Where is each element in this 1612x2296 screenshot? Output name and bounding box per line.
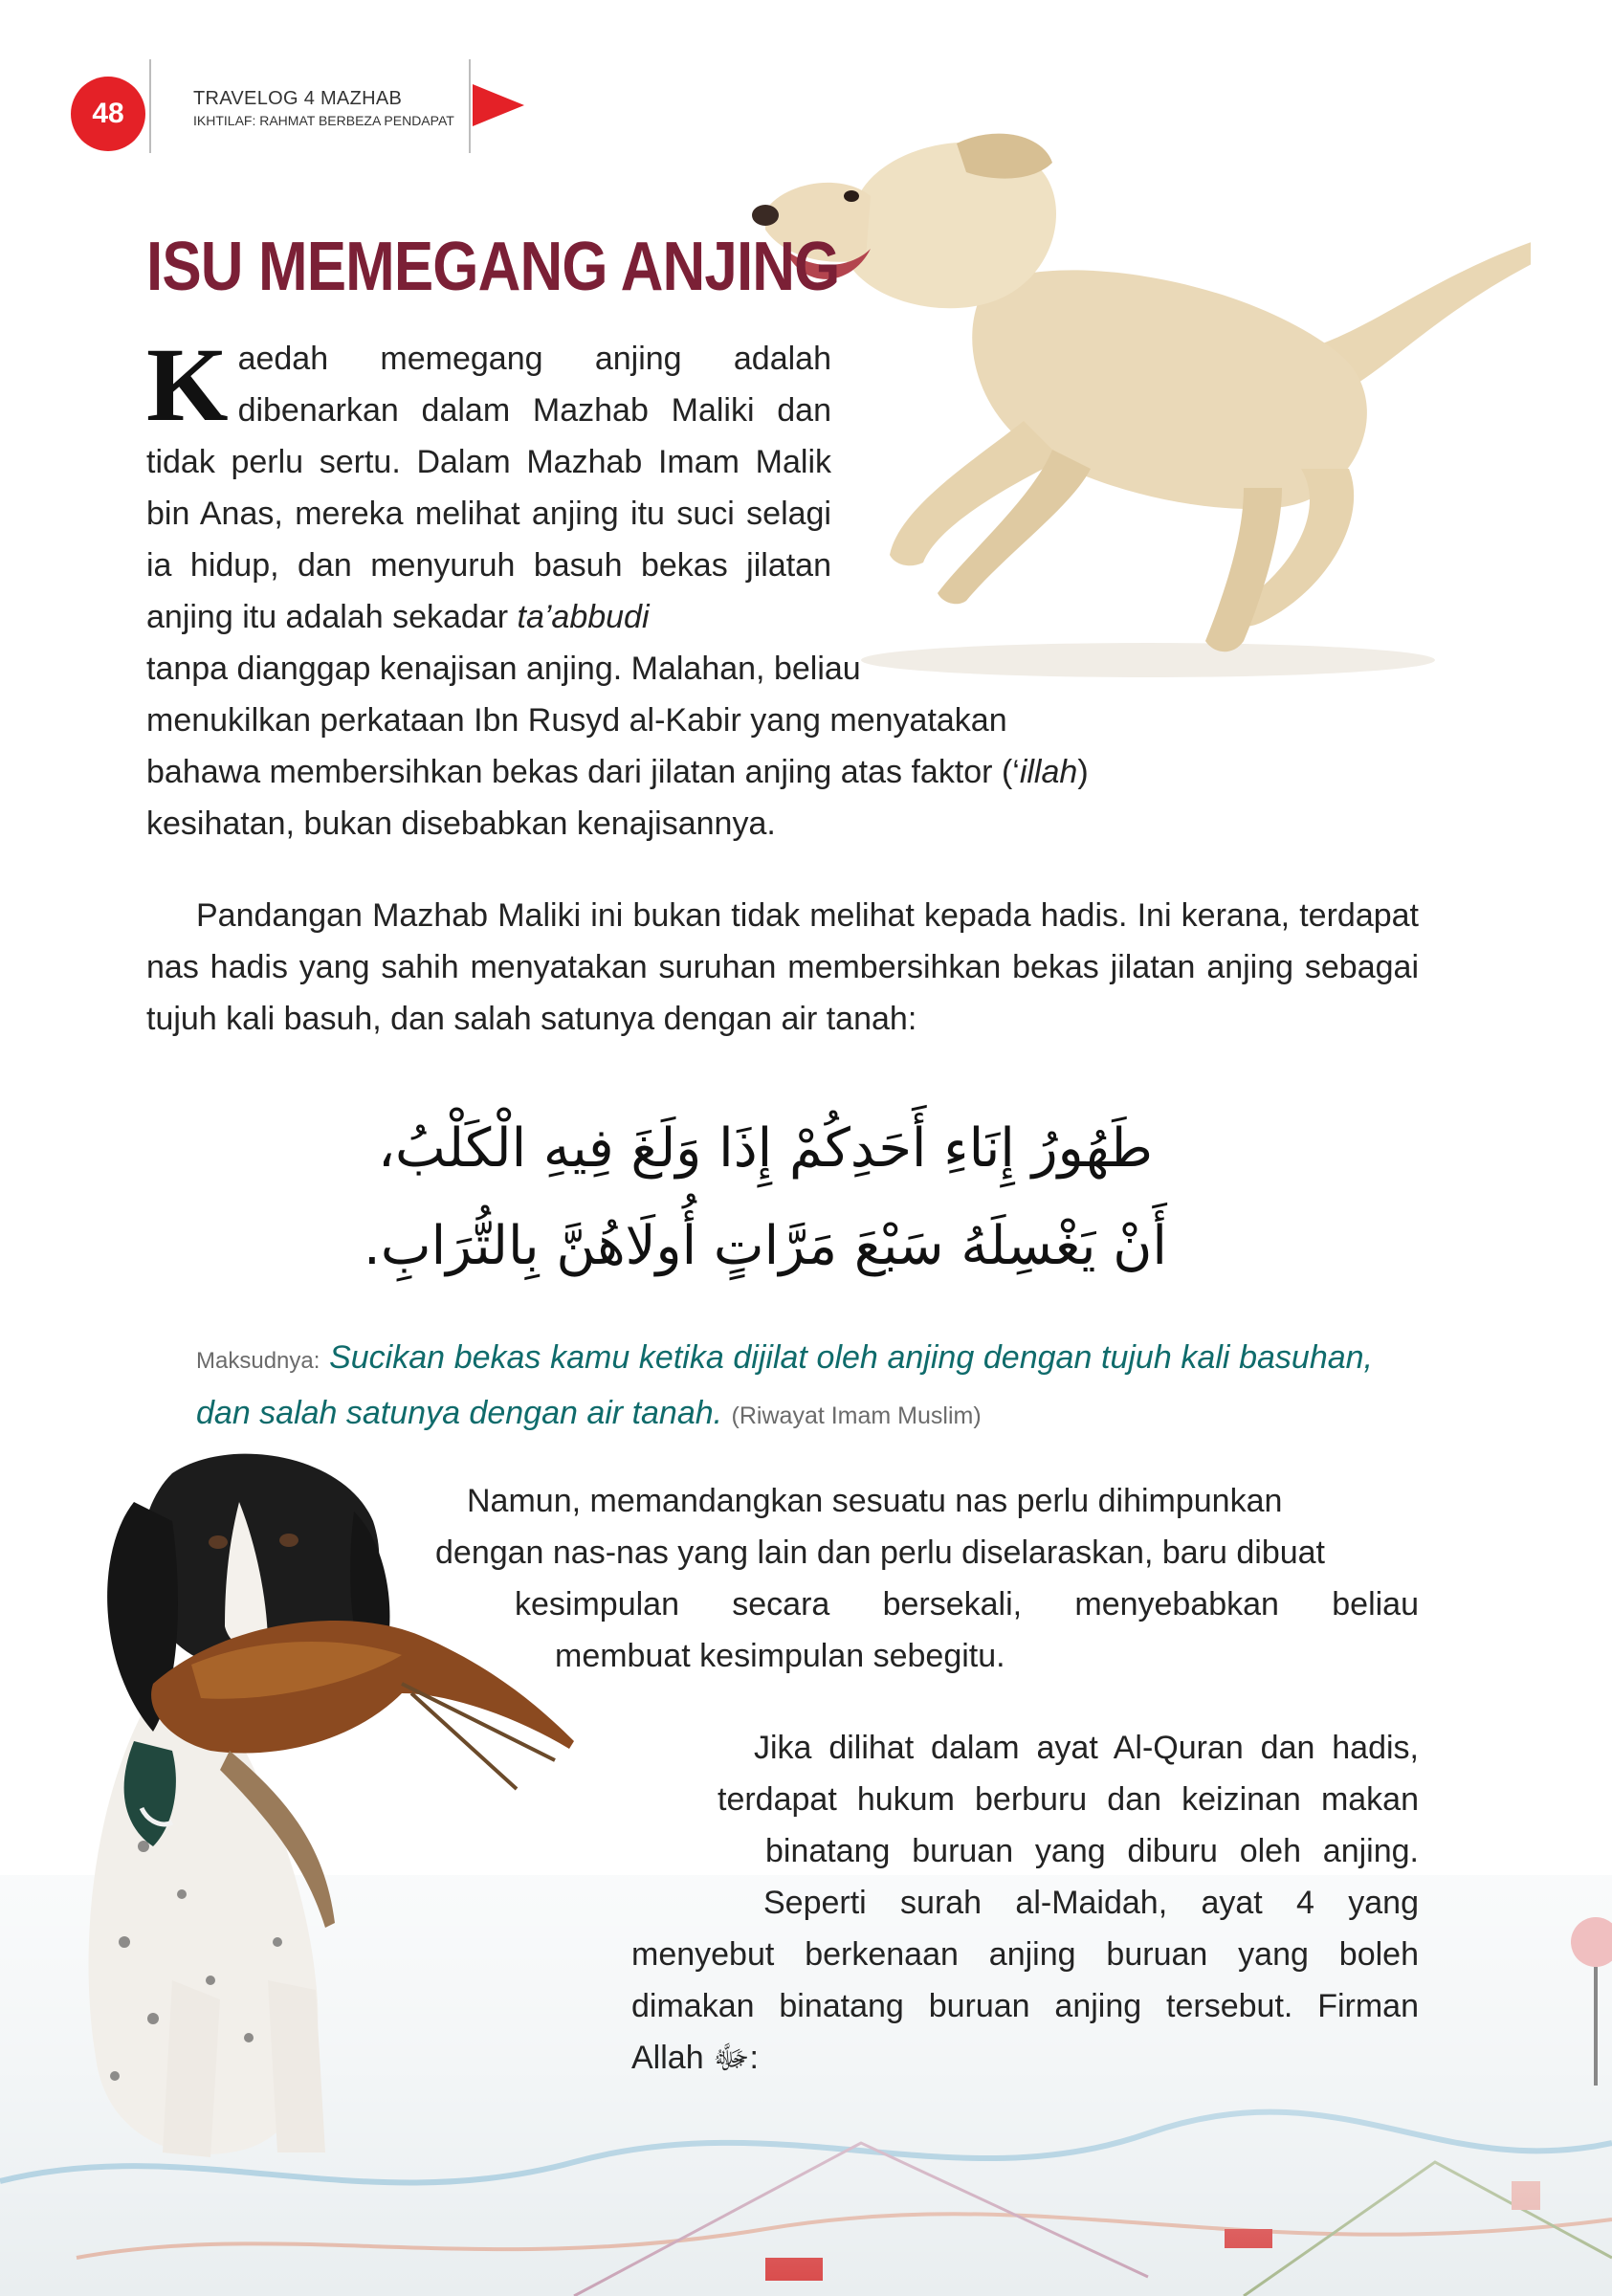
header-arrow-icon [473, 84, 524, 126]
paragraph-4-line-2: terdapat hukum berburu dan keizinan makan [718, 1781, 1419, 1818]
paragraph-4-line-7: Allah ﷻ: [631, 2040, 759, 2076]
hadith-source: (Riwayat Imam Muslim) [731, 1402, 982, 1429]
paragraph-1-text: aedah memegang anjing adalah dibenarkan dalam Mazhab Maliki dan tidak perlu sertu. Dalam Mazhab Imam Malik bin Anas, mereka melihat anjing itu suci selagi ia hidup, dan menyuruh basuh bekas jilatan anjing itu adalah sekadar [146, 341, 831, 635]
header-book-subtitle: IKHTILAF: RAHMAT BERBEZA PENDAPAT [193, 113, 454, 128]
paragraph-1-part-1 [146, 326, 831, 643]
paragraph-3-line-2: dengan nas-nas yang lain dan perlu diselaraskan, baru dibuat [435, 1534, 1325, 1571]
paragraph-1-part-4 [146, 746, 1229, 850]
hadith-arabic-line-2: أَنْ يَغْسِلَهُ سَبْعَ مَرَّاتٍ أُولَاهُنَّ بِالتُّرَابِ. [364, 1215, 1167, 1277]
page-number: 48 [71, 77, 145, 151]
paragraph-4-line-1: Jika dilihat dalam ayat Al-Quran dan hadis, [754, 1730, 1419, 1766]
section-title: ISU MEMEGANG ANJING [146, 229, 840, 305]
paragraph-4-line-4: Seperti surah al-Maidah, ayat 4 yang [763, 1885, 1419, 1921]
paragraph-2: Pandangan Mazhab Maliki ini bukan tidak melihat kepada hadis. Ini kerana, terdapat nas hadis yang sahih menyatakan suruhan membersihkan bekas jilatan anjing sebagai tujuh kali basuh, dan salah satunya dengan air tanah: [146, 897, 1419, 1037]
paragraph-3-line-3: kesimpulan secara bersekali, menyebabkan beliau [515, 1586, 1419, 1623]
translation-text: Sucikan bekas kamu ketika dijilat oleh anjing dengan tujuh kali basuhan, dan salah satunya dengan air tanah. [196, 1339, 1373, 1431]
paragraph-1-factor-text: bahawa membersihkan bekas dari jilatan anjing atas faktor (‘ [146, 754, 1020, 790]
paragraph-1-factor-close: ) [1077, 754, 1089, 790]
paragraph-4-line-6: dimakan binatang buruan anjing tersebut. Firman [631, 1988, 1419, 2024]
paragraph-3 [421, 1475, 1419, 1682]
paragraph-1-part-3: menukilkan perkataan Ibn Rusyd al-Kabir yang menyatakan [146, 702, 1007, 739]
paragraph-3-line-1: Namun, memandangkan sesuatu nas perlu dihimpunkan [467, 1483, 1283, 1519]
term-taabbudi: ta’abbudi [517, 599, 650, 635]
paragraph-1-part-2: tanpa dianggap kenajisan anjing. Malahan, beliau [146, 651, 861, 687]
header-book-title: TRAVELOG 4 MAZHAB [193, 88, 403, 109]
paragraph-4-line-3: binatang buruan yang diburu oleh anjing. [765, 1833, 1419, 1869]
paragraph-1-closing: kesihatan, bukan disebabkan kenajisannya. [146, 806, 776, 842]
hadith-arabic-line-1: طَهُورُ إِنَاءِ أَحَدِكُمْ إِذَا وَلَغَ فِيهِ الْكَلْبُ، [377, 1117, 1153, 1180]
hadith-translation-block [196, 1332, 1373, 1442]
translation-label: Maksudnya: [196, 1348, 320, 1374]
term-illah: illah [1019, 754, 1078, 790]
puppy-illustration [746, 105, 1531, 718]
paragraph-4-line-5: menyebut berkenaan anjing buruan yang boleh [631, 1936, 1419, 1973]
header-divider-left [149, 59, 151, 153]
paragraph-3-line-4: membuat kesimpulan sebegitu. [555, 1638, 1005, 1674]
paragraph-4 [631, 1722, 1419, 2084]
dropcap-letter: K [146, 326, 229, 443]
header-divider-right [469, 59, 471, 153]
